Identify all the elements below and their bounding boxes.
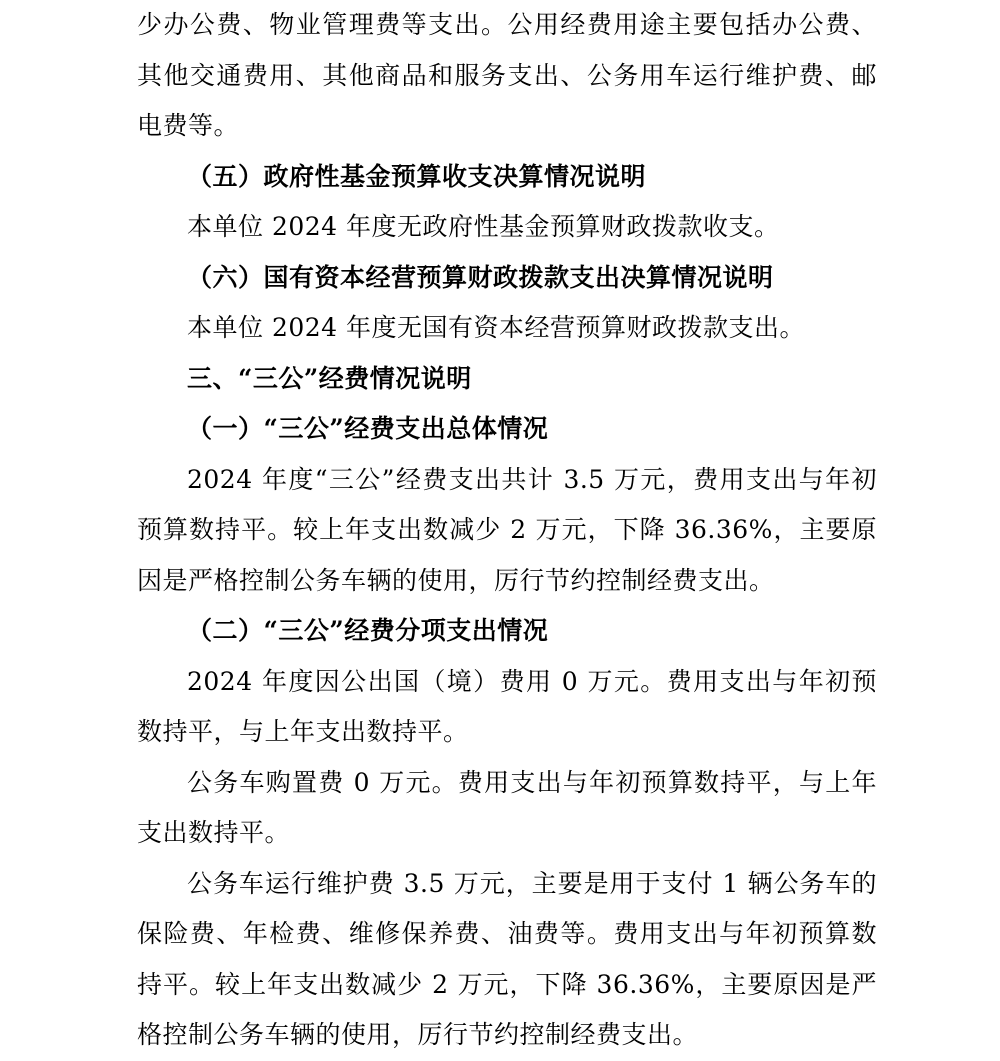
paragraph-line: 支出数持平。 [137, 818, 291, 847]
paragraph-line: 本单位 2024 年度无国有资本经营预算财政拨款支出。 [187, 313, 806, 342]
document-page [137, 0, 877, 1061]
paragraph-line: 2024 年度因公出国（境）费用 0 万元。费用支出与年初预 [187, 666, 877, 696]
paragraph-line: 2024 年度“三公”经费支出共计 3.5 万元，费用支出与年初 [187, 464, 877, 494]
paragraph-line: 公务车购置费 0 万元。费用支出与年初预算数持平，与上年 [187, 767, 877, 797]
section-heading-5: （五）政府性基金预算收支决算情况说明 [187, 161, 647, 191]
section-heading-1: （一）“三公”经费支出总体情况 [187, 414, 549, 443]
paragraph-line: 因是严格控制公务车辆的使用，厉行节约控制经费支出。 [137, 565, 775, 595]
section-heading-6: （六）国有资本经营预算财政拨款支出决算情况说明 [187, 262, 774, 292]
paragraph-line: 保险费、年检费、维修保养费、油费等。费用支出与年初预算数 [137, 919, 877, 948]
paragraph-line: 数持平，与上年支出数持平。 [137, 717, 469, 746]
paragraph-line: 电费等。 [137, 111, 240, 140]
paragraph-line: 本单位 2024 年度无政府性基金预算财政拨款收支。 [187, 212, 780, 241]
paragraph-line: 公务车运行维护费 3.5 万元，主要是用于支付 1 辆公务车的 [187, 868, 877, 898]
paragraph-line: 其他交通费用、其他商品和服务支出、公务用车运行维护费、邮 [137, 60, 877, 90]
paragraph-line: 少办公费、物业管理费等支出。公用经费用途主要包括办公费、 [137, 10, 877, 39]
paragraph-line: 预算数持平。较上年支出数减少 2 万元，下降 36.36%，主要原 [137, 515, 877, 544]
paragraph-line: 持平。较上年支出数减少 2 万元，下降 36.36%，主要原因是严 [137, 969, 877, 999]
chapter-heading-3: 三、“三公”经费情况说明 [187, 363, 472, 393]
section-heading-2: （二）“三公”经费分项支出情况 [187, 616, 549, 645]
paragraph-line: 格控制公务车辆的使用，厉行节约控制经费支出。 [137, 1020, 699, 1049]
